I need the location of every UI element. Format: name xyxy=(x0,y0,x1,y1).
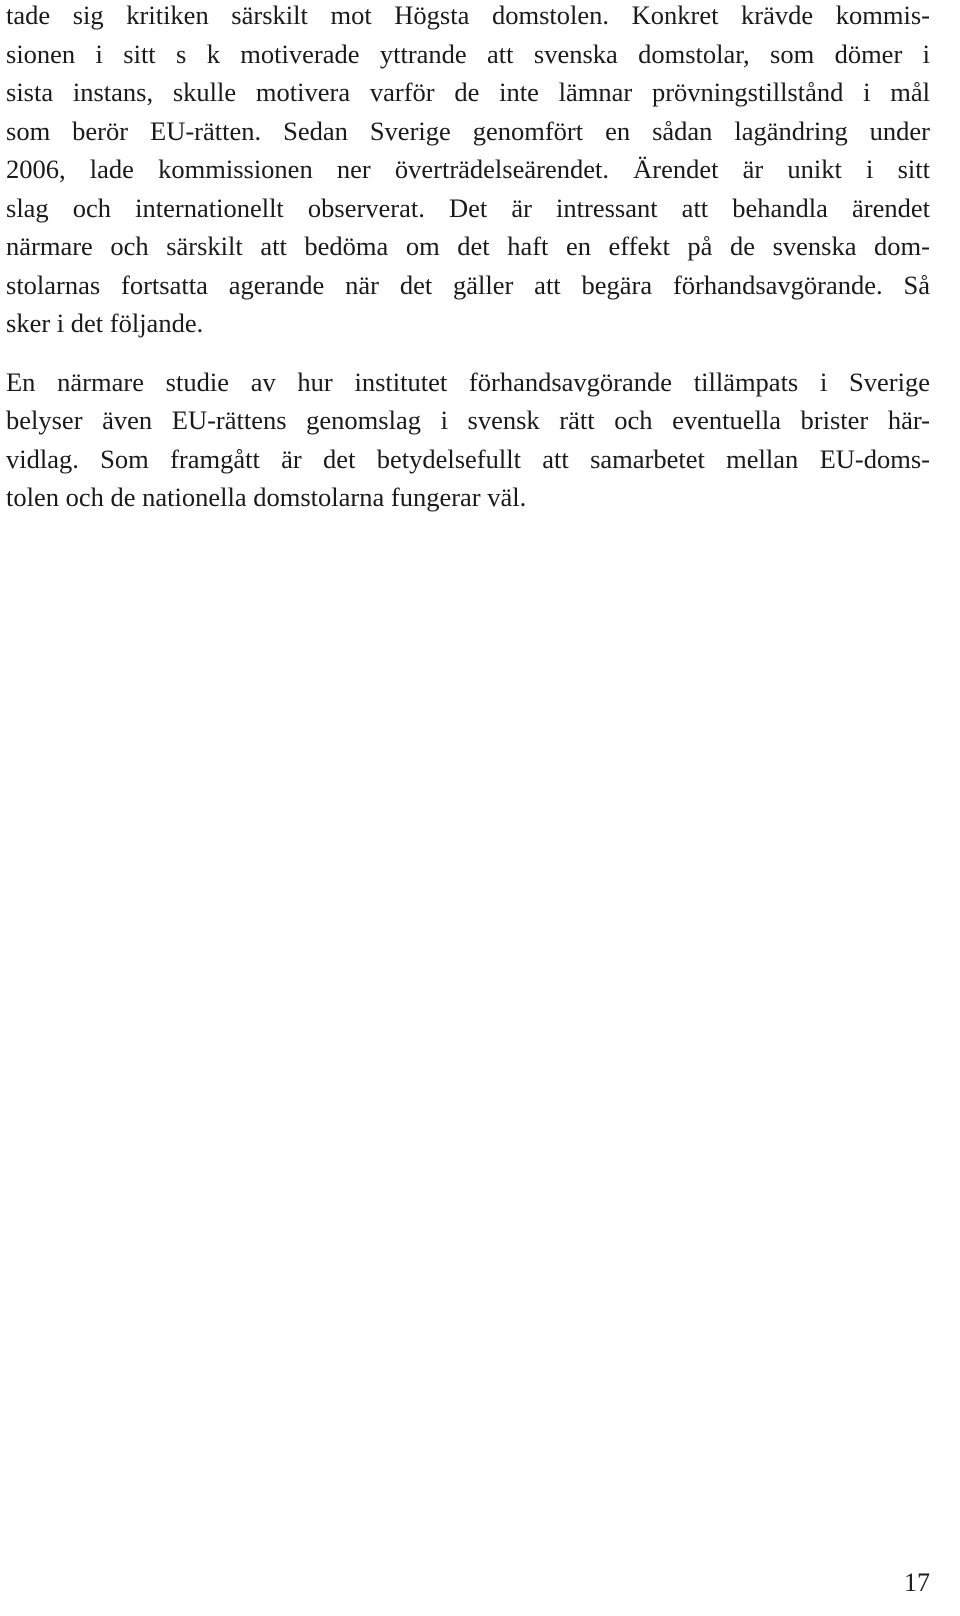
page-number: 17 xyxy=(904,1568,930,1597)
document-page xyxy=(6,0,930,517)
text-line: tade sig kritiken särskilt mot Högsta domstolen. Konkret krävde kommis- xyxy=(6,0,930,30)
paragraph-1 xyxy=(6,0,930,343)
text-line: tolen och de nationella domstolarna fungerar väl. xyxy=(6,482,527,512)
text-line: En närmare studie av hur institutet förhandsavgörande tillämpats i Sverige xyxy=(6,366,930,397)
text-line: sista instans, skulle motivera varför de inte lämnar prövningstillstånd i mål xyxy=(6,77,930,107)
text-line: närmare och särskilt att bedöma om det haft en effekt på de svenska dom- xyxy=(6,231,930,261)
text-line: som berör EU-rätten. Sedan Sverige genomfört en sådan lagändring under xyxy=(6,115,930,146)
text-line: 2006, lade kommissionen ner överträdelseärendet. Ärendet är unikt i sitt xyxy=(6,154,930,184)
paragraph-2 xyxy=(6,363,930,517)
text-line: stolarnas fortsatta agerande när det gäller att begära förhandsavgörande. Så xyxy=(6,269,930,300)
text-line: belyser även EU-rättens genomslag i svensk rätt och eventuella brister här- xyxy=(6,405,930,435)
text-line: sker i det följande. xyxy=(6,308,204,338)
text-line: sionen i sitt s k motiverade yttrande att svenska domstolar, som dömer i xyxy=(6,38,930,69)
text-line: slag och internationellt observerat. Det är intressant att behandla ärendet xyxy=(6,192,930,223)
text-line: vidlag. Som framgått är det betydelsefullt att samarbetet mellan EU-doms- xyxy=(6,443,930,474)
